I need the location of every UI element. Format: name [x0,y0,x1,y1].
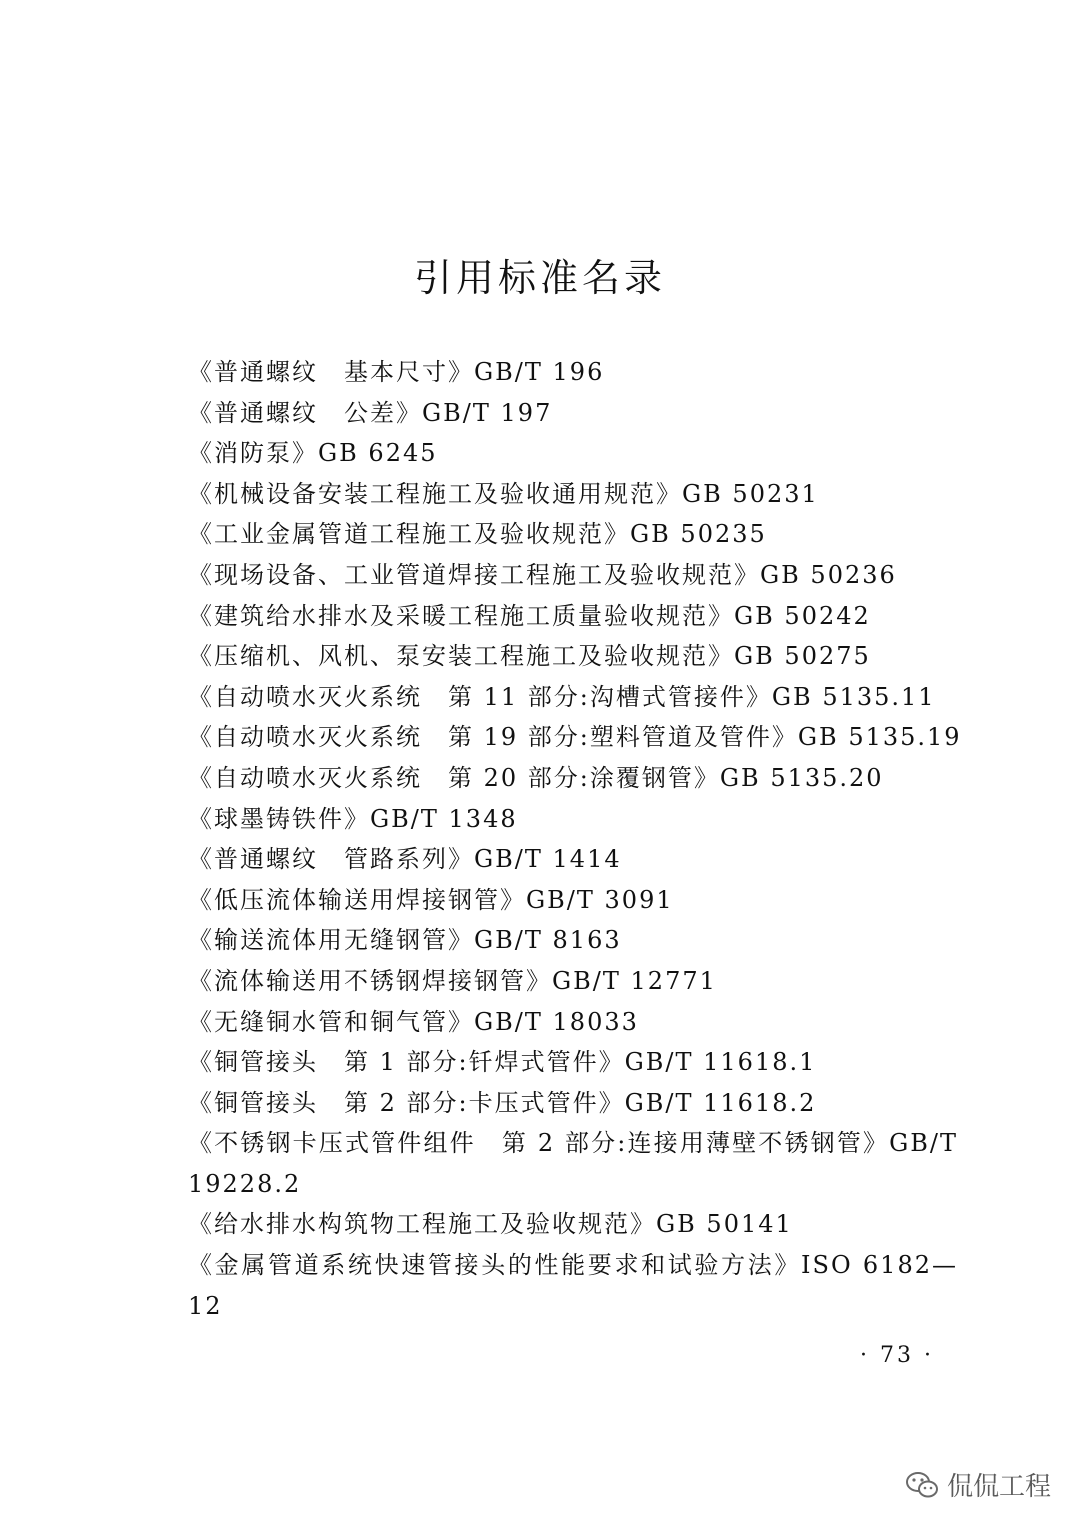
list-item: 《普通螺纹 基本尺寸》GB/T 196 [188,358,605,386]
list-item: 《输送流体用无缝钢管》GB/T 8163 [188,926,622,955]
list-item: 《无缝铜水管和铜气管》GB/T 18033 [188,1007,639,1036]
list-item: 《现场设备、工业管道焊接工程施工及验收规范》GB 50236 [188,560,897,589]
list-item: 《金属管道系统快速管接头的性能要求和试验方法》ISO 6182—12 [188,1251,958,1320]
watermark [905,1466,1051,1503]
list-item: 《机械设备安装工程施工及验收通用规范》GB 50231 [188,479,819,508]
watermark-text: 侃侃工程 [947,1472,1052,1502]
wechat-icon [905,1470,939,1500]
list-item: 《普通螺纹 管路系列》GB/T 1414 [188,845,622,874]
list-item: 《消防泵》GB 6245 [188,439,438,468]
list-item: 《工业金属管道工程施工及验收规范》GB 50235 [188,520,767,549]
list-item: 《不锈钢卡压式管件组件 第 2 部分:连接用薄壁不锈钢管》GB/T 19228.2 [188,1129,958,1198]
reference-list [188,352,962,1326]
list-item: 《普通螺纹 公差》GB/T 197 [188,398,553,427]
list-item: 《建筑给水排水及采暖工程施工质量验收规范》GB 50242 [188,601,871,630]
list-item: 《自动喷水灭火系统 第 19 部分:塑料管道及管件》GB 5135.19 [188,723,962,752]
list-item: 《压缩机、风机、泵安装工程施工及验收规范》GB 50275 [188,642,871,671]
page-title: 引用标准名录 [413,256,666,301]
page-number: · 73 · [860,1343,934,1368]
list-item: 《自动喷水灭火系统 第 11 部分:沟槽式管接件》GB 5135.11 [188,682,936,711]
list-item: 《铜管接头 第 2 部分:卡压式管件》GB/T 11618.2 [188,1088,817,1117]
list-item: 《铜管接头 第 1 部分:钎焊式管件》GB/T 11618.1 [188,1048,817,1077]
list-item: 《球墨铸铁件》GB/T 1348 [188,804,518,833]
list-item: 《低压流体输送用焊接钢管》GB/T 3091 [188,885,674,914]
list-item: 《给水排水构筑物工程施工及验收规范》GB 50141 [188,1210,793,1239]
list-item: 《流体输送用不锈钢焊接钢管》GB/T 12771 [188,966,717,995]
list-item: 《自动喷水灭火系统 第 20 部分:涂覆钢管》GB 5135.20 [188,763,884,792]
